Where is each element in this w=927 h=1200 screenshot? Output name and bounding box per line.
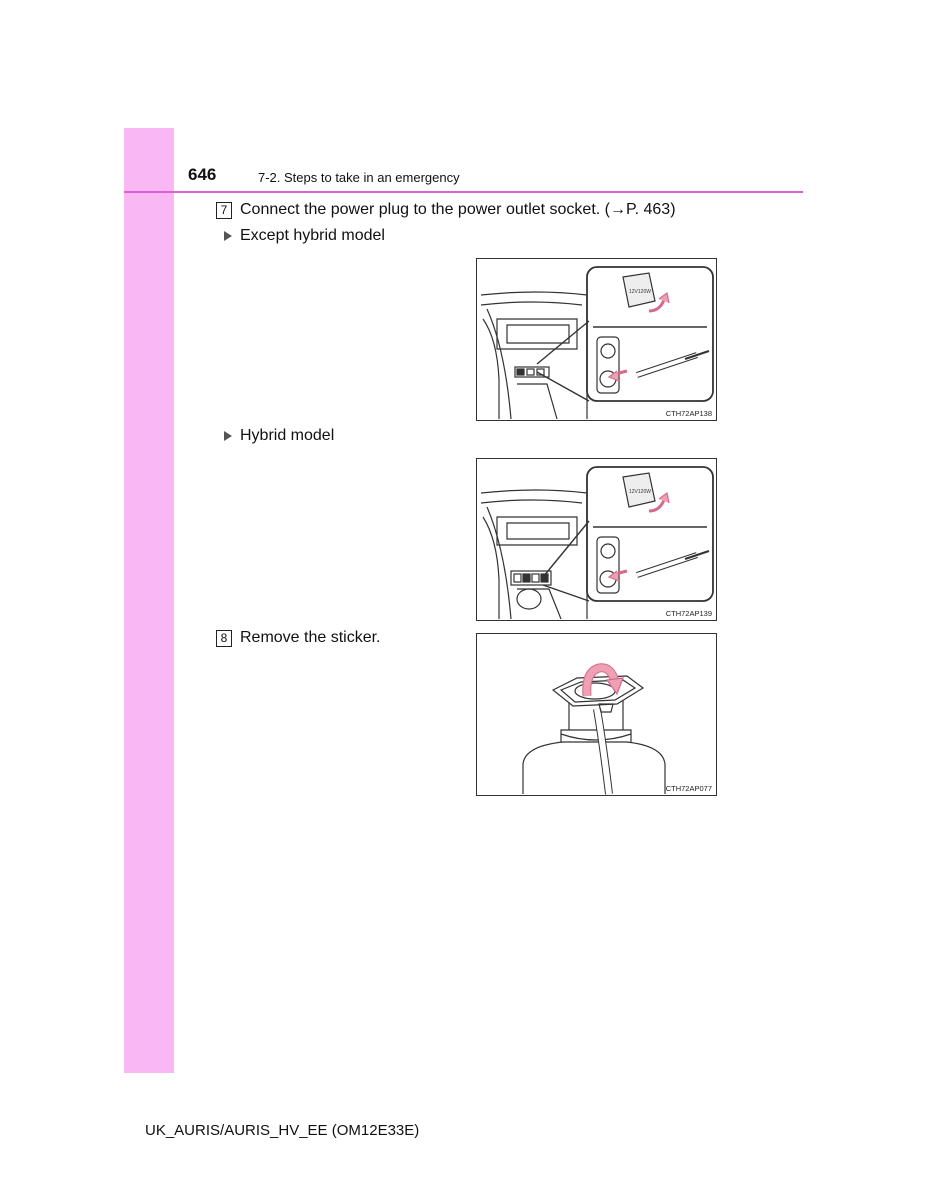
variant-hybrid — [224, 427, 334, 445]
step-text: Connect the power plug to the power outlet socket. (→P. 463) — [240, 201, 676, 218]
figure-code: CTH72AP138 — [665, 409, 712, 418]
triangle-bullet-icon — [224, 431, 232, 441]
footer-document-id: UK_AURIS/AURIS_HV_EE (OM12E33E) — [145, 1122, 420, 1139]
step-number-box-icon: 7 — [216, 202, 232, 219]
side-band — [124, 128, 174, 1073]
triangle-bullet-icon — [224, 231, 232, 241]
step-7 — [216, 201, 676, 219]
header-rule — [124, 191, 803, 193]
section-title: 7-2. Steps to take in an emergency — [258, 170, 460, 185]
figure-power-outlet-non-hybrid — [476, 258, 717, 421]
figure-power-outlet-hybrid — [476, 458, 717, 621]
variant-except-hybrid — [224, 227, 385, 245]
svg-text:12V120W: 12V120W — [629, 489, 651, 495]
step-text: Remove the sticker. — [240, 629, 381, 646]
figure-code: CTH72AP139 — [665, 609, 712, 618]
svg-text:12V120W: 12V120W — [629, 289, 651, 295]
variant-label: Except hybrid model — [240, 227, 385, 244]
variant-label: Hybrid model — [240, 427, 335, 444]
page-number: 646 — [188, 165, 217, 184]
figure-code: CTH72AP077 — [665, 784, 712, 793]
step-number-box-icon: 8 — [216, 630, 232, 647]
figure-remove-sticker — [476, 633, 717, 796]
step-8 — [216, 629, 381, 647]
